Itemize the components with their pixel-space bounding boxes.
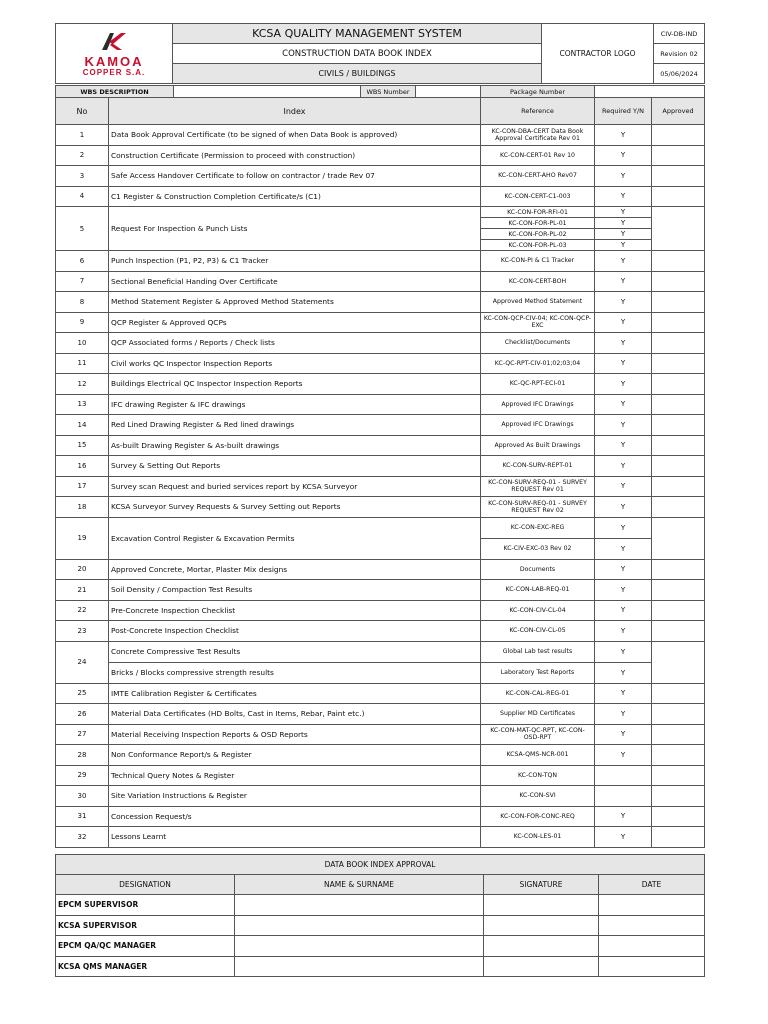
row-reference: KC-CON-SURV-REQ-01 - SURVEY REQUEST Rev 01: [481, 476, 595, 497]
row-required: [595, 786, 652, 807]
row-approved-cell[interactable]: [652, 207, 705, 251]
row-required: Y: [595, 333, 652, 354]
row-reference: KC-CON-FOR-PL-02: [481, 229, 595, 240]
row-approved-cell[interactable]: [652, 415, 705, 436]
row-reference: KCSA-QMS-NCR-001: [481, 745, 595, 766]
table-row: [56, 704, 705, 725]
table-row: [56, 580, 705, 601]
table-row: [56, 166, 705, 187]
row-number: 13: [56, 394, 109, 415]
approval-designation: KCSA QMS MANAGER: [56, 956, 235, 977]
table-header-row: [56, 98, 705, 125]
row-number: 32: [56, 827, 109, 848]
approval-col-signature: SIGNATURE: [484, 875, 599, 895]
table-row: [56, 600, 705, 621]
row-required: Y: [595, 559, 652, 580]
row-required: Y: [595, 125, 652, 146]
row-index-text: Survey & Setting Out Reports: [109, 456, 481, 477]
section-title: CIVILS / BUILDINGS: [173, 64, 542, 84]
row-approved-cell[interactable]: [652, 186, 705, 207]
row-index-text: Survey scan Request and buried services report by KCSA Surveyor: [109, 476, 481, 497]
row-required: Y: [595, 145, 652, 166]
row-number: 6: [56, 251, 109, 272]
row-approved-cell[interactable]: [652, 394, 705, 415]
row-number: 14: [56, 415, 109, 436]
row-index-text: QCP Associated forms / Reports / Check lists: [109, 333, 481, 354]
row-reference: KC-CON-SVI: [481, 786, 595, 807]
row-reference: Approved IFC Drawings: [481, 415, 595, 436]
row-number: 17: [56, 476, 109, 497]
table-row: [56, 662, 705, 683]
row-number: 11: [56, 353, 109, 374]
row-required: Y: [595, 394, 652, 415]
row-index-text: Non Conformance Report/s & Register: [109, 745, 481, 766]
row-index-text: Lessons Learnt: [109, 827, 481, 848]
row-approved-cell[interactable]: [652, 724, 705, 745]
row-required: Y: [595, 476, 652, 497]
row-number: 1: [56, 125, 109, 146]
row-reference: KC-CON-MAT-QC-RPT, KC-CON-OSD-RPT: [481, 724, 595, 745]
row-reference: KC-CON-DBA-CERT Data Book Approval Certificate Rev 01: [481, 125, 595, 146]
table-row: [56, 724, 705, 745]
row-number: 8: [56, 292, 109, 313]
row-index-text: Excavation Control Register & Excavation Permits: [109, 517, 481, 559]
row-approved-cell[interactable]: [652, 312, 705, 333]
row-approved-cell[interactable]: [652, 580, 705, 601]
table-row: [56, 207, 705, 218]
row-number: 19: [56, 517, 109, 559]
table-row: [56, 271, 705, 292]
row-approved-cell[interactable]: [652, 745, 705, 766]
row-number: 20: [56, 559, 109, 580]
document-code: CIV-DB-IND: [654, 24, 705, 44]
logo-subtext: COPPER S.A.: [82, 67, 146, 77]
row-index-text: Technical Query Notes & Register: [109, 765, 481, 786]
approval-date-field[interactable]: [599, 915, 705, 936]
row-reference: Approved Method Statement: [481, 292, 595, 313]
row-approved-cell[interactable]: [652, 166, 705, 187]
row-approved-cell[interactable]: [652, 497, 705, 518]
row-required: Y: [595, 353, 652, 374]
approval-row: [56, 956, 705, 977]
row-reference: KC-CON-FOR-PL-03: [481, 240, 595, 251]
row-reference: KC-CON-CIV-CL-05: [481, 621, 595, 642]
row-index-text: Pre-Concrete Inspection Checklist: [109, 600, 481, 621]
page-title: KCSA QUALITY MANAGEMENT SYSTEM: [173, 24, 542, 44]
approval-name-field[interactable]: [235, 895, 484, 916]
wbs-number-field[interactable]: [416, 86, 481, 98]
table-row: [56, 292, 705, 313]
column-header-no: No: [56, 98, 109, 125]
row-required: Y: [595, 497, 652, 518]
row-index-text: Punch Inspection (P1, P2, P3) & C1 Tracker: [109, 251, 481, 272]
row-required: Y: [595, 745, 652, 766]
approval-col-designation: DESIGNATION: [56, 875, 235, 895]
row-number: 9: [56, 312, 109, 333]
row-approved-cell[interactable]: [652, 600, 705, 621]
row-number: 3: [56, 166, 109, 187]
wbs-description-field[interactable]: [174, 86, 361, 98]
row-required: Y: [595, 662, 652, 683]
table-row: [56, 456, 705, 477]
company-logo: [56, 24, 173, 84]
row-reference: KC-CON-CERT-AHO Rev07: [481, 166, 595, 187]
column-header-required: Required Y/N: [595, 98, 652, 125]
row-number: 25: [56, 683, 109, 704]
row-required: Y: [595, 580, 652, 601]
row-reference: KC-CON-FOR-PL-01: [481, 218, 595, 229]
column-header-index: Index: [109, 98, 481, 125]
approval-title: DATA BOOK INDEX APPROVAL: [56, 855, 705, 875]
row-required: Y: [595, 312, 652, 333]
row-index-text: Soil Density / Compaction Test Results: [109, 580, 481, 601]
row-reference: Checklist/Documents: [481, 333, 595, 354]
row-required: Y: [595, 292, 652, 313]
table-row: [56, 312, 705, 333]
row-reference: KC-CON-CIV-CL-04: [481, 600, 595, 621]
row-reference: KC-CON-TQN: [481, 765, 595, 786]
row-number: 2: [56, 145, 109, 166]
row-index-text: IFC drawing Register & IFC drawings: [109, 394, 481, 415]
row-number: 28: [56, 745, 109, 766]
row-reference: KC-CON-CAL-REG-01: [481, 683, 595, 704]
table-row: [56, 415, 705, 436]
row-approved-cell[interactable]: [652, 353, 705, 374]
approval-signature-field[interactable]: [484, 895, 599, 916]
row-approved-cell[interactable]: [652, 271, 705, 292]
row-required: Y: [595, 683, 652, 704]
row-index-text: Construction Certificate (Permission to proceed with construction): [109, 145, 481, 166]
approval-signature-field[interactable]: [484, 915, 599, 936]
row-index-text: Post-Concrete Inspection Checklist: [109, 621, 481, 642]
approval-name-field[interactable]: [235, 936, 484, 957]
row-required: Y: [595, 806, 652, 827]
row-reference: KC-CIV-EXC-03 Rev 02: [481, 538, 595, 559]
row-reference: KC-CON-CERT-C1-003: [481, 186, 595, 207]
row-index-text: Data Book Approval Certificate (to be signed of when Data Book is approved): [109, 125, 481, 146]
row-number: 21: [56, 580, 109, 601]
row-index-text: Concrete Compressive Test Results: [109, 641, 481, 662]
row-index-text: Safe Access Handover Certificate to follow on contractor / trade Rev 07: [109, 166, 481, 187]
revision-label: Revision 02: [654, 44, 705, 64]
page-subtitle: CONSTRUCTION DATA BOOK INDEX: [173, 44, 542, 64]
row-required: Y: [595, 600, 652, 621]
row-index-text: As-built Drawing Register & As-built drawings: [109, 435, 481, 456]
row-reference: KC-QC-RPT-ECI-01: [481, 374, 595, 395]
row-required: Y: [595, 240, 652, 251]
document-header: [55, 23, 705, 84]
table-row: [56, 806, 705, 827]
table-row: [56, 435, 705, 456]
row-reference: Supplier MD Certificates: [481, 704, 595, 725]
row-number: 27: [56, 724, 109, 745]
row-reference: KC-CON-SURV-REPT-01: [481, 456, 595, 477]
approval-date-field[interactable]: [599, 895, 705, 916]
row-required: Y: [595, 827, 652, 848]
row-index-text: QCP Register & Approved QCPs: [109, 312, 481, 333]
row-approved-cell[interactable]: [652, 333, 705, 354]
row-index-text: Approved Concrete, Mortar, Plaster Mix designs: [109, 559, 481, 580]
table-row: [56, 145, 705, 166]
row-required: Y: [595, 374, 652, 395]
row-reference: KC-CON-LAB-REQ-01: [481, 580, 595, 601]
row-reference: Laboratory Test Reports: [481, 662, 595, 683]
approval-signature-field[interactable]: [484, 936, 599, 957]
row-number: 5: [56, 207, 109, 251]
approval-date-field[interactable]: [599, 936, 705, 957]
column-header-approved: Approved: [652, 98, 705, 125]
table-row: [56, 333, 705, 354]
table-row: [56, 765, 705, 786]
approval-col-name: NAME & SURNAME: [235, 875, 484, 895]
row-required: [595, 765, 652, 786]
table-row: [56, 125, 705, 146]
row-approved-cell[interactable]: [652, 145, 705, 166]
row-reference: KC-CON-CERT-01 Rev 10: [481, 145, 595, 166]
approval-table: [55, 854, 705, 977]
row-number: 22: [56, 600, 109, 621]
row-required: Y: [595, 186, 652, 207]
row-index-text: Material Receiving Inspection Reports & OSD Reports: [109, 724, 481, 745]
row-required: Y: [595, 517, 652, 538]
approval-designation: EPCM SUPERVISOR: [56, 895, 235, 916]
contractor-logo-placeholder: CONTRACTOR LOGO: [542, 24, 654, 84]
table-row: [56, 394, 705, 415]
row-index-text: Concession Request/s: [109, 806, 481, 827]
row-required: Y: [595, 621, 652, 642]
column-header-reference: Reference: [481, 98, 595, 125]
approval-designation: KCSA SUPERVISOR: [56, 915, 235, 936]
row-number: 16: [56, 456, 109, 477]
row-required: Y: [595, 218, 652, 229]
row-number: 26: [56, 704, 109, 725]
row-reference: Global Lab test results: [481, 641, 595, 662]
row-approved-cell[interactable]: [652, 806, 705, 827]
row-reference: Approved As Built Drawings: [481, 435, 595, 456]
row-approved-cell[interactable]: [652, 292, 705, 313]
row-reference: KC-CON-CERT-BOH: [481, 271, 595, 292]
approval-name-field[interactable]: [235, 915, 484, 936]
row-reference: KC-CON-SURV-REQ-01 - SURVEY REQUEST Rev 02: [481, 497, 595, 518]
row-reference: Documents: [481, 559, 595, 580]
wbs-number-label: WBS Number: [361, 86, 416, 98]
table-row: [56, 251, 705, 272]
table-row: [56, 186, 705, 207]
row-required: Y: [595, 166, 652, 187]
table-row: [56, 497, 705, 518]
table-row: [56, 353, 705, 374]
table-row: [56, 745, 705, 766]
row-number: 23: [56, 621, 109, 642]
row-approved-cell[interactable]: [652, 251, 705, 272]
row-reference: KC-CON-LES-01: [481, 827, 595, 848]
row-reference: KC-CON-QCP-CIV-04; KC-CON-QCP-EXC: [481, 312, 595, 333]
row-required: Y: [595, 456, 652, 477]
row-approved-cell[interactable]: [652, 125, 705, 146]
row-index-text: Request For Inspection & Punch Lists: [109, 207, 481, 251]
row-number: 15: [56, 435, 109, 456]
table-row: [56, 683, 705, 704]
approval-row: [56, 936, 705, 957]
row-approved-cell[interactable]: [652, 476, 705, 497]
wbs-description-label: WBS DESCRIPTION: [56, 86, 174, 98]
row-required: Y: [595, 724, 652, 745]
table-row: [56, 517, 705, 538]
row-approved-cell[interactable]: [652, 786, 705, 807]
data-book-index-table: [55, 85, 705, 848]
row-approved-cell[interactable]: [652, 517, 705, 559]
row-required: Y: [595, 251, 652, 272]
row-reference: KC-CON-FOR-CONC-REQ: [481, 806, 595, 827]
row-index-text: IMTE Calibration Register & Certificates: [109, 683, 481, 704]
row-index-text: Red Lined Drawing Register & Red lined drawings: [109, 415, 481, 436]
row-index-text: Sectional Beneficial Handing Over Certificate: [109, 271, 481, 292]
row-approved-cell[interactable]: [652, 456, 705, 477]
row-required: Y: [595, 538, 652, 559]
approval-row: [56, 915, 705, 936]
approval-signature-field[interactable]: [484, 956, 599, 977]
row-required: Y: [595, 641, 652, 662]
row-number: 31: [56, 806, 109, 827]
row-index-text: Material Data Certificates (HD Bolts, Cast in Items, Rebar, Paint etc.): [109, 704, 481, 725]
row-reference: KC-CON-FOR-RFI-01: [481, 207, 595, 218]
row-index-text: Site Variation Instructions & Register: [109, 786, 481, 807]
row-number: 30: [56, 786, 109, 807]
row-number: 7: [56, 271, 109, 292]
table-row: [56, 476, 705, 497]
row-reference: KC-CON-EXC-REG: [481, 517, 595, 538]
row-index-text: Method Statement Register & Approved Method Statements: [109, 292, 481, 313]
row-approved-cell[interactable]: [652, 374, 705, 395]
row-approved-cell[interactable]: [652, 621, 705, 642]
approval-name-field[interactable]: [235, 956, 484, 977]
row-required: Y: [595, 229, 652, 240]
row-required: Y: [595, 415, 652, 436]
table-row: [56, 641, 705, 662]
row-number: 12: [56, 374, 109, 395]
row-number: 29: [56, 765, 109, 786]
row-approved-cell[interactable]: [652, 683, 705, 704]
row-index-text: KCSA Surveyor Survey Requests & Survey Setting out Reports: [109, 497, 481, 518]
table-row: [56, 827, 705, 848]
row-required: Y: [595, 271, 652, 292]
approval-designation: EPCM QA/QC MANAGER: [56, 936, 235, 957]
logo-wordmark: KAMOA: [84, 53, 144, 69]
table-row: [56, 559, 705, 580]
kamoa-logo-icon: [99, 31, 129, 51]
document-date: 05/06/2024: [654, 64, 705, 84]
package-number-field[interactable]: [595, 86, 705, 98]
row-index-text: Buildings Electrical QC Inspector Inspection Reports: [109, 374, 481, 395]
row-required: Y: [595, 207, 652, 218]
row-approved-cell[interactable]: [652, 704, 705, 725]
package-number-label: Package Number: [481, 86, 595, 98]
row-reference: KC-CON-PI & C1 Tracker: [481, 251, 595, 272]
row-number: 4: [56, 186, 109, 207]
wbs-row: [56, 86, 705, 98]
approval-col-date: DATE: [599, 875, 705, 895]
table-row: [56, 621, 705, 642]
row-reference: Approved IFC Drawings: [481, 394, 595, 415]
row-index-text: Civil works QC Inspector Inspection Reports: [109, 353, 481, 374]
table-row: [56, 786, 705, 807]
row-number: 18: [56, 497, 109, 518]
row-number: 24: [56, 641, 109, 683]
approval-header-row: [56, 875, 705, 895]
table-row: [56, 374, 705, 395]
approval-date-field[interactable]: [599, 956, 705, 977]
row-reference: KC-QC-RPT-CIV-01;02;03;04: [481, 353, 595, 374]
row-approved-cell[interactable]: [652, 559, 705, 580]
row-index-text: Bricks / Blocks compressive strength results: [109, 662, 481, 683]
row-approved-cell[interactable]: [652, 827, 705, 848]
row-required: Y: [595, 435, 652, 456]
row-approved-cell[interactable]: [652, 765, 705, 786]
row-number: 10: [56, 333, 109, 354]
row-approved-cell[interactable]: [652, 641, 705, 683]
row-required: Y: [595, 704, 652, 725]
row-index-text: C1 Register & Construction Completion Certificate/s (C1): [109, 186, 481, 207]
row-approved-cell[interactable]: [652, 435, 705, 456]
approval-row: [56, 895, 705, 916]
